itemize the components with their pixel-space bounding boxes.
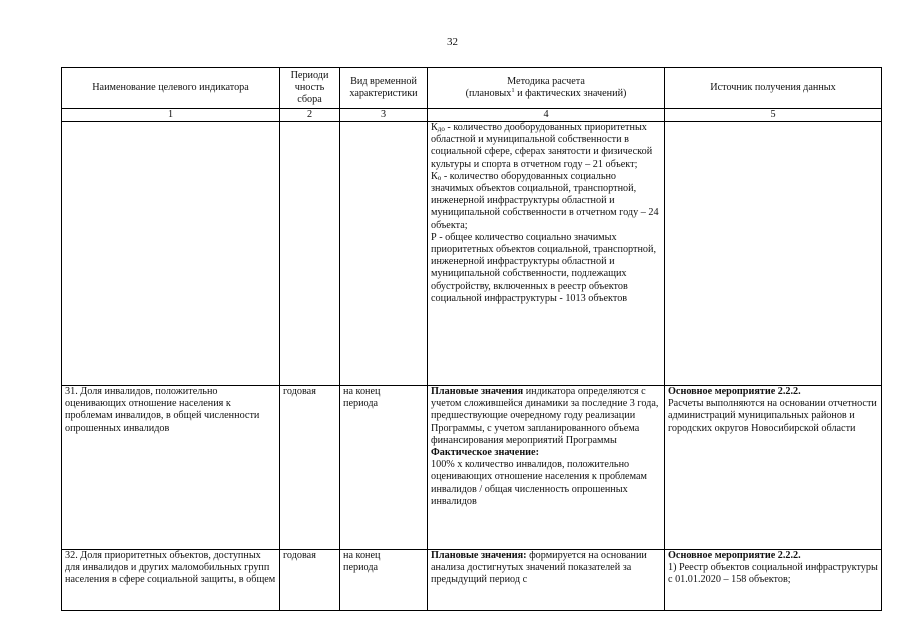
formula-subscript: о bbox=[437, 173, 442, 182]
actual-label: Фактическое значение: bbox=[431, 447, 539, 459]
header-method-line2 bbox=[431, 88, 661, 100]
periodicity: годовая bbox=[280, 386, 340, 550]
column-number: 3 bbox=[340, 109, 428, 122]
source-label: Основное мероприятие 2.2.2. bbox=[668, 550, 801, 561]
header-method-line1: Методика расчета bbox=[507, 76, 585, 87]
actual-text: 100% х количество инвалидов, положительно оценивающих отношение населения к проблемам инвалидов / общая численность опрошенных инвалидов bbox=[431, 459, 647, 507]
header-time-characteristic: Вид временной характеристики bbox=[340, 68, 428, 109]
p-definition: Р - общее количество социально значимых приоритетных объектов социальной, транспортной, инженерной инфраструктуры областной и муниципальной собственности, подлежащих обустройству, включенных в реестр объектов социальной инфраструктуры - 1013 объектов bbox=[431, 231, 657, 304]
data-source bbox=[665, 386, 882, 550]
table-header-row bbox=[62, 68, 882, 109]
footnote-marker: 1 bbox=[511, 87, 515, 94]
formula-symbol: К bbox=[431, 170, 438, 182]
indicator-name: 32. Доля приоритетных объектов, доступных для инвалидов и других маломобильных групп населения в сфере социальной защиты, в общем bbox=[62, 550, 280, 611]
planned-text: индикатора определяются с учетом сложившейся динамики за последние 3 года, предшествующие очередному году реализации Программы, с учетом запланированного объема финансирования мероприятий Программы bbox=[431, 386, 659, 446]
header-indicator-name: Наименование целевого индикатора bbox=[62, 68, 280, 109]
column-number: 2 bbox=[280, 109, 340, 122]
header-calculation-method bbox=[428, 68, 665, 109]
time-characteristic: на конец периода bbox=[340, 550, 428, 611]
data-source bbox=[665, 550, 882, 611]
planned-values bbox=[431, 550, 661, 587]
table-row-31 bbox=[62, 386, 882, 550]
source-text: Расчеты выполняются на основании отчетности администраций муниципальных районов и городских округов Новосибирской области bbox=[668, 398, 877, 434]
table-row-32 bbox=[62, 550, 882, 611]
header-data-source: Источник получения данных bbox=[665, 68, 882, 109]
formula-subscript: до bbox=[437, 125, 445, 133]
formula-symbol: К bbox=[431, 122, 438, 133]
definition-text: - количество оборудованных социально значимых объектов социальной, транспортной, инженерной инфраструктуры областной и муниципальной собственности в отчетном году – 24 объекта; bbox=[431, 170, 659, 231]
empty-cell bbox=[280, 122, 340, 386]
page-number: 32 bbox=[447, 36, 458, 48]
header-periodicity: Периоди чность сбора bbox=[280, 68, 340, 109]
planned-values bbox=[431, 386, 661, 447]
time-characteristic: на конец периода bbox=[340, 386, 428, 550]
calculation-method bbox=[428, 550, 665, 611]
column-numbers-row bbox=[62, 109, 882, 122]
table-row-continuation bbox=[62, 122, 882, 386]
calculation-method bbox=[428, 386, 665, 550]
planned-label: Плановые значения bbox=[431, 386, 524, 397]
header-method-planned: (плановых bbox=[465, 88, 512, 99]
k-do-definition bbox=[431, 122, 661, 171]
empty-cell bbox=[62, 122, 280, 386]
empty-cell bbox=[665, 122, 882, 386]
indicator-name: 31. Доля инвалидов, положительно оценивающих отношение населения к проблемам инвалидов, в общей численности опрошенных инвалидов bbox=[62, 386, 280, 550]
method-cell-continuation bbox=[428, 122, 665, 386]
source-label: Основное мероприятие 2.2.2. bbox=[668, 386, 801, 397]
definition-text: - количество дооборудованных приоритетных областной и муниципальной собственности в социальной сфере, сферах занятости и физической культуры и спорта в отчетном году – 21 объект; bbox=[431, 122, 653, 170]
planned-text: формируется на основании анализа достигнутых значений показателей за предыдущий период с bbox=[431, 550, 647, 586]
source-text: 1) Реестр объектов социальной инфраструктуры с 01.01.2020 – 158 объектов; bbox=[668, 562, 878, 586]
k-o-definition bbox=[431, 171, 661, 232]
column-number: 5 bbox=[665, 109, 882, 122]
periodicity: годовая bbox=[280, 550, 340, 611]
column-number: 1 bbox=[62, 109, 280, 122]
column-number: 4 bbox=[428, 109, 665, 122]
indicators-table bbox=[61, 67, 882, 611]
planned-label: Плановые значения: bbox=[431, 550, 527, 561]
empty-cell bbox=[340, 122, 428, 386]
header-method-actual: и фактических значений) bbox=[514, 88, 627, 99]
